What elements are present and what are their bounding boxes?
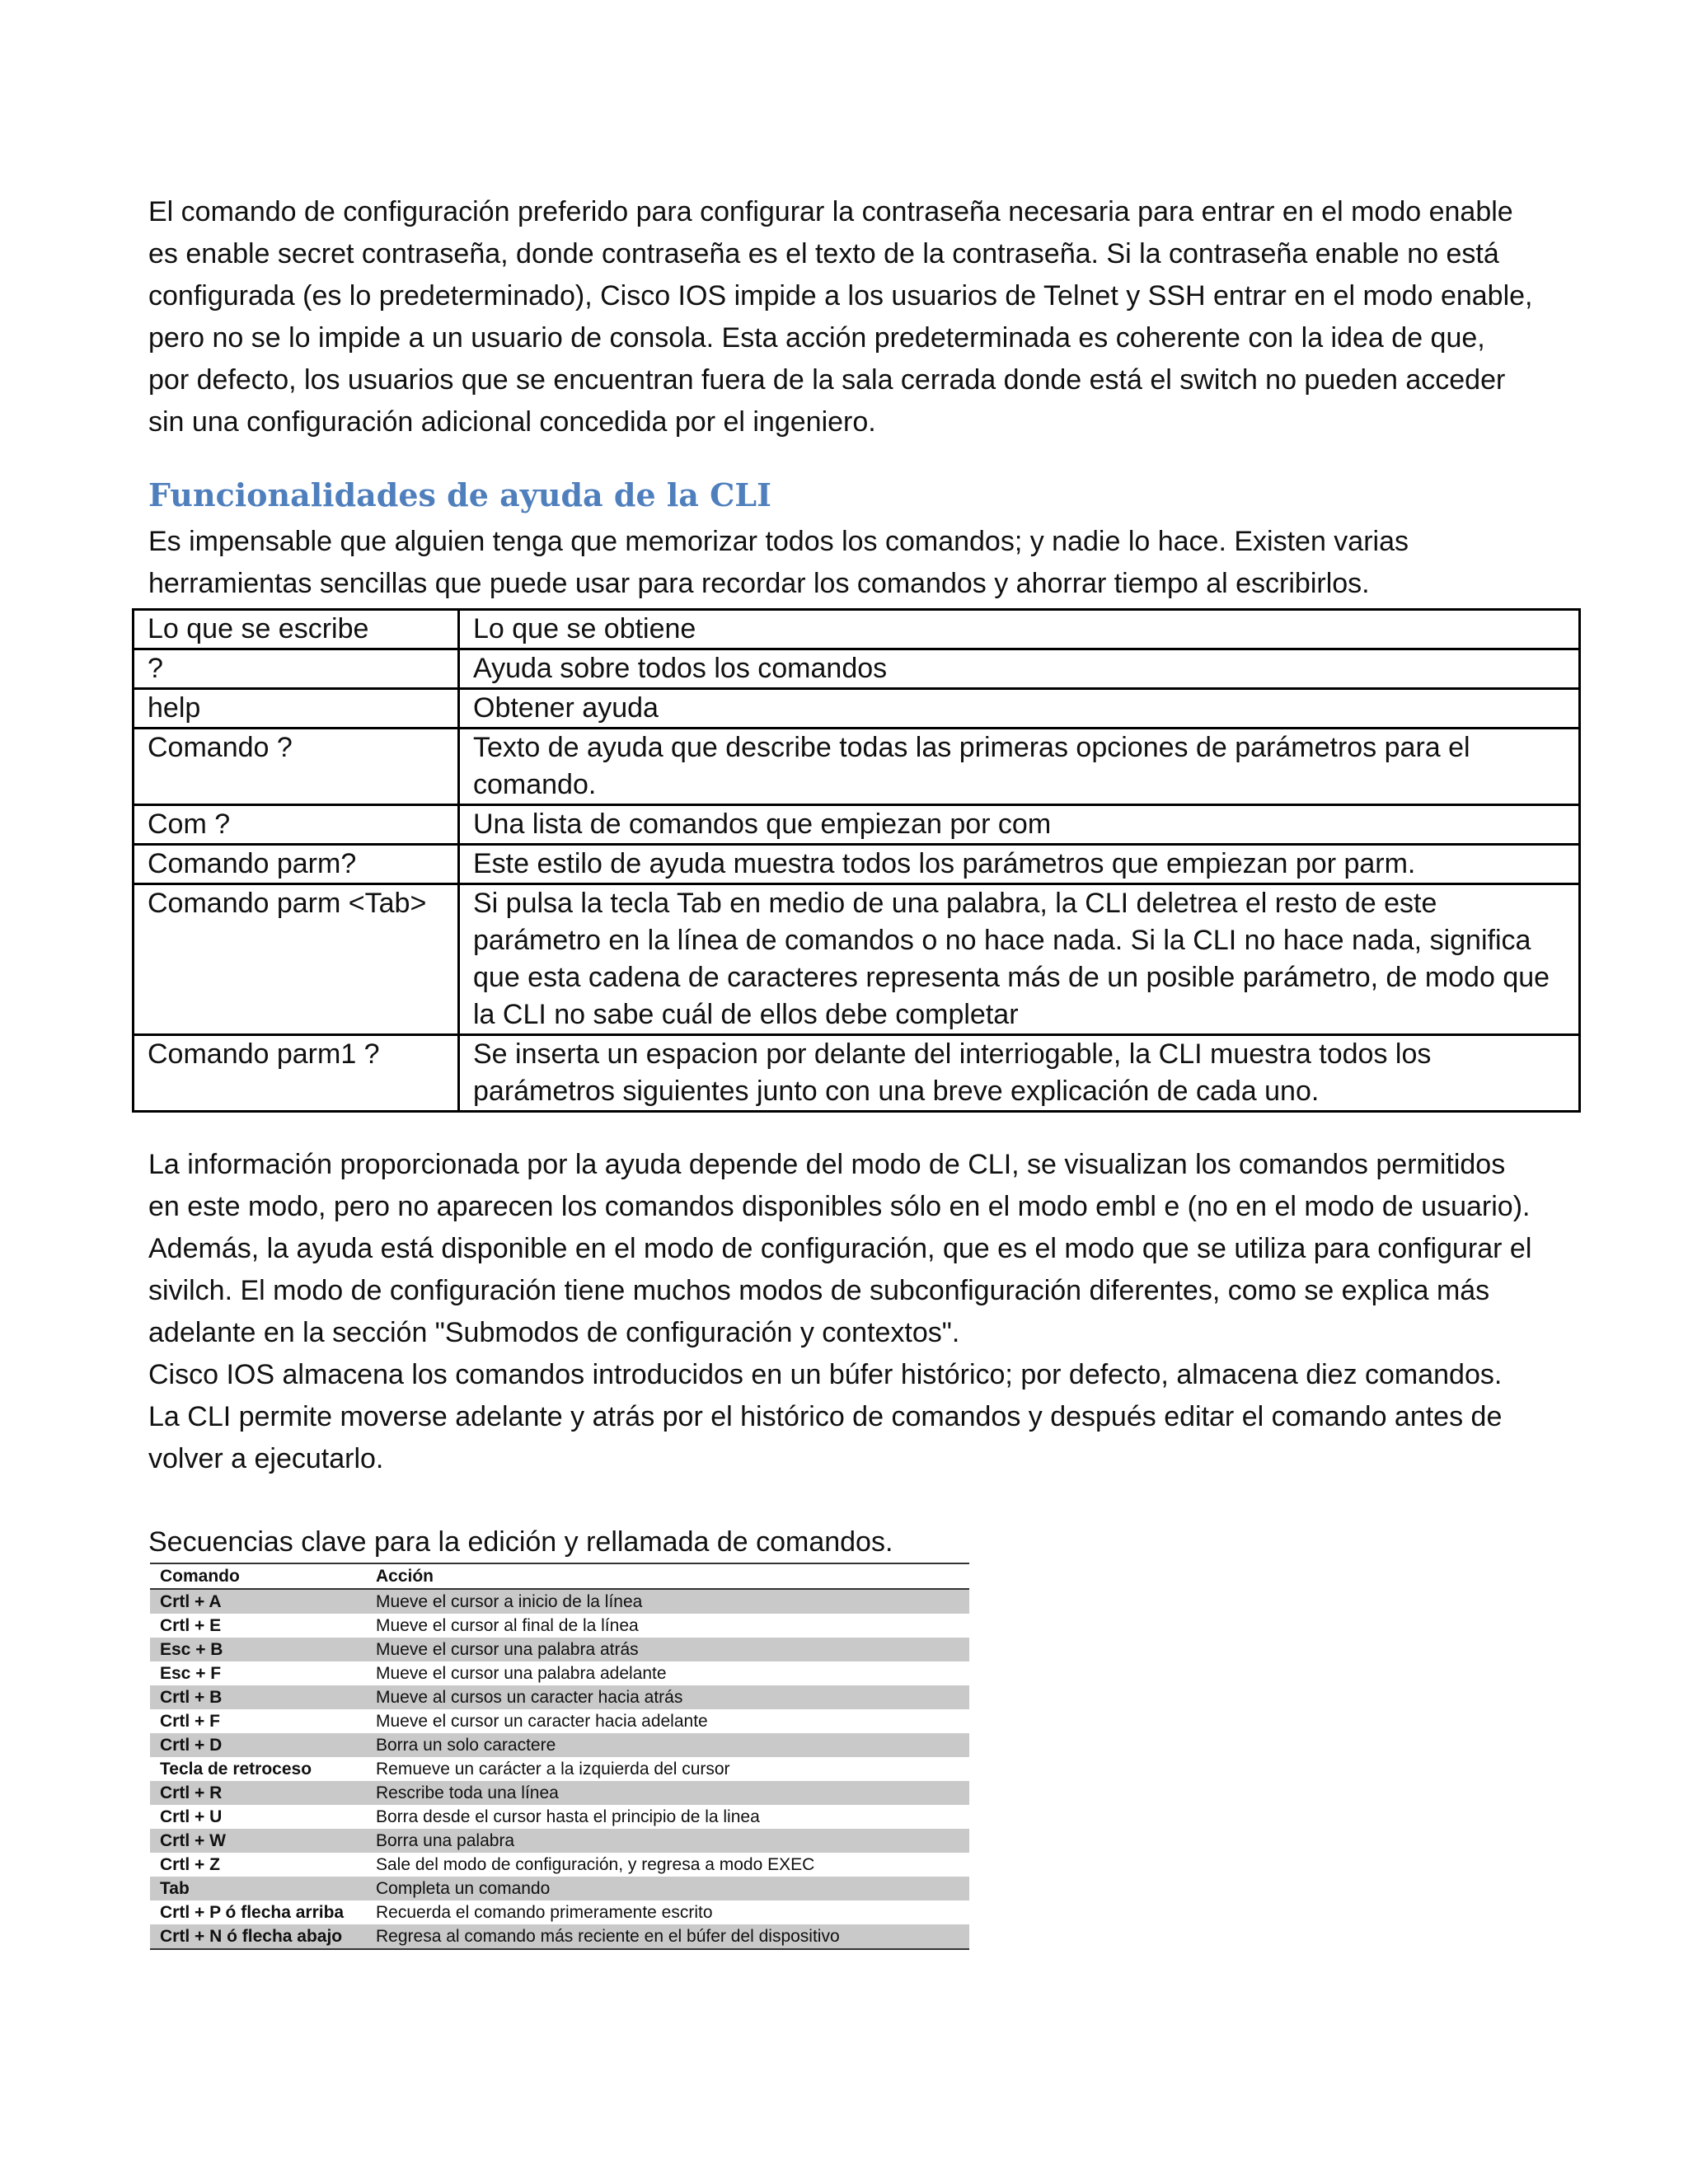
keys-row — [150, 1900, 969, 1924]
help-table-row — [134, 729, 1580, 805]
keys-row — [150, 1924, 969, 1949]
help-cell-typed: help — [134, 689, 459, 729]
keys-row — [150, 1853, 969, 1877]
keys-cell-command: Esc + F — [160, 1664, 222, 1683]
keys-row — [150, 1709, 969, 1733]
section-intro-paragraph: Es impensable que alguien tenga que memorizar todos los comandos; y nadie lo hace. Existen varias herramientas sencillas que puede usar para recordar los comandos y ahorrar tiempo al escribirlos. — [148, 526, 1409, 599]
keys-cell-command: Tab — [150, 1877, 366, 1900]
keys-cell-command: Crtl + W — [150, 1829, 366, 1853]
keys-cell-action: Completa un comando — [366, 1877, 969, 1900]
help-cell-result: Si pulsa la tecla Tab en medio de una palabra, la CLI deletrea el resto de este parámetro en la línea de comandos o no hace nada. Si la CLI no hace nada, significa que esta cadena de caracteres representa más de un posible parámetro, de modo que la CLI no sabe cuál de ellos debe completar — [459, 884, 1580, 1035]
keys-cell-command: Crtl + P ó flecha arriba — [160, 1903, 345, 1922]
keys-cell-action: Borra una palabra — [366, 1829, 969, 1853]
keys-row — [150, 1589, 969, 1614]
help-cell-result: Se inserta un espacion por delante del interriogable, la CLI muestra todos los parámetros siguientes junto con una breve explicación de cada uno. — [459, 1035, 1580, 1112]
keys-cell-command: Crtl + U — [160, 1807, 223, 1826]
keys-cell-action: Recuerda el comando primeramente escrito — [376, 1903, 713, 1922]
keys-row — [150, 1877, 969, 1900]
keys-row — [150, 1781, 969, 1805]
help-table-row — [134, 805, 1580, 845]
help-cell-typed: Comando parm? — [134, 845, 459, 884]
keys-cell-command: Crtl + E — [160, 1616, 222, 1635]
help-cell-result: Obtener ayuda — [459, 689, 1580, 729]
keys-cell-action: Sale del modo de configuración, y regresa a modo EXEC — [376, 1855, 815, 1874]
history-paragraph: Cisco IOS almacena los comandos introducidos en un búfer histórico; por defecto, almacena diez comandos. La CLI permite moverse adelante y atrás por el histórico de comandos y después editar el comando antes de volver a ejecutarlo. — [148, 1359, 1503, 1474]
keys-row — [150, 1685, 969, 1709]
keys-cell-command: Esc + B — [150, 1638, 366, 1661]
help-cell-typed: Comando ? — [134, 729, 459, 805]
keys-cell-command: Crtl + N ó flecha abajo — [150, 1924, 366, 1949]
keys-cell-action: Mueve el cursor una palabra atrás — [366, 1638, 969, 1661]
help-cell-result: Ayuda sobre todos los comandos — [459, 649, 1580, 689]
help-table-row — [134, 649, 1580, 689]
keys-cell-command: Tecla de retroceso — [160, 1760, 312, 1779]
keys-cell-action: Remueve un carácter a la izquierda del cursor — [376, 1760, 730, 1779]
keys-header-row — [150, 1563, 969, 1589]
keys-row — [150, 1638, 969, 1661]
keys-cell-command: Crtl + D — [150, 1733, 366, 1757]
help-cell-typed: Comando parm <Tab> — [134, 884, 459, 1035]
help-table-row — [134, 1035, 1580, 1112]
keys-row — [150, 1733, 969, 1757]
help-cell-typed: Comando parm1 ? — [134, 1035, 459, 1112]
help-cell-typed: ? — [134, 649, 459, 689]
help-cell-result: Una lista de comandos que empiezan por com — [459, 805, 1580, 845]
keys-cell-action: Mueve el cursor un caracter hacia adelante — [376, 1712, 708, 1731]
help-cell-result: Este estilo de ayuda muestra todos los parámetros que empiezan por parm. — [459, 845, 1580, 884]
keys-cell-command: Crtl + F — [160, 1712, 220, 1731]
keys-row — [150, 1614, 969, 1638]
keys-cell-command: Crtl + B — [150, 1685, 366, 1709]
keys-cell-action: Mueve el cursor al final de la línea — [376, 1616, 639, 1635]
section-heading: Funcionalidades de ayuda de la CLI — [148, 476, 771, 513]
keys-row — [150, 1829, 969, 1853]
keys-caption: Secuencias clave para la edición y rellamada de comandos. — [148, 1526, 893, 1558]
keys-row — [150, 1661, 969, 1685]
help-table-row — [134, 845, 1580, 884]
keys-cell-action: Mueve al cursos un caracter hacia atrás — [366, 1685, 969, 1709]
help-header-typed: Lo que se escribe — [134, 610, 459, 649]
keys-header-command: Comando — [150, 1563, 366, 1589]
help-cell-result: Texto de ayuda que describe todas las primeras opciones de parámetros para el comando. — [459, 729, 1580, 805]
keys-cell-action: Borra un solo caractere — [366, 1733, 969, 1757]
keys-cell-action: Mueve el cursor a inicio de la línea — [366, 1589, 969, 1614]
keys-cell-command: Crtl + A — [150, 1589, 366, 1614]
keys-cell-command: Crtl + R — [150, 1781, 366, 1805]
keys-cell-action: Mueve el cursor una palabra adelante — [376, 1664, 667, 1683]
keys-row — [150, 1757, 969, 1781]
keys-cell-action: Regresa al comando más reciente en el búfer del dispositivo — [366, 1924, 969, 1949]
help-cell-typed: Com ? — [134, 805, 459, 845]
help-table-row — [134, 884, 1580, 1035]
key-sequences-table — [150, 1563, 969, 1950]
help-table-header-row — [134, 610, 1580, 649]
keys-cell-action: Rescribe toda una línea — [366, 1781, 969, 1805]
help-mode-paragraph: La información proporcionada por la ayuda depende del modo de CLI, se visualizan los comandos permitidos en este modo, pero no aparecen los comandos disponibles sólo en el modo embl e (no en el modo de usuario). Además, la ayuda está disponible en el modo de configuración, que es el modo que se utiliza para configurar el sivilch. El modo de configuración tiene muchos modos de subconfiguración diferentes, como se explica más adelante en la sección "Submodos de configuración y contextos". — [148, 1149, 1532, 1348]
help-header-result: Lo que se obtiene — [459, 610, 1580, 649]
keys-header-action: Acción — [366, 1563, 969, 1589]
keys-row — [150, 1805, 969, 1829]
keys-cell-action: Borra desde el cursor hasta el principio de la linea — [376, 1807, 760, 1826]
intro-paragraph: El comando de configuración preferido para configurar la contraseña necesaria para entrar en el modo enable es enable secret contraseña, donde contraseña es el texto de la contraseña. Si la contraseña enable no está configurada (es lo predeterminado), Cisco IOS impide a los usuarios de Telnet y SSH entrar en el modo enable, pero no se lo impide a un usuario de consola. Esta acción predeterminada es coherente con la idea de que, por defecto, los usuarios que se encuentran fuera de la sala cerrada donde está el switch no pueden acceder sin una configuración adicional concedida por el ingeniero. — [148, 196, 1533, 438]
help-table-row — [134, 689, 1580, 729]
keys-cell-command: Crtl + Z — [160, 1855, 220, 1874]
help-table — [132, 608, 1581, 1113]
